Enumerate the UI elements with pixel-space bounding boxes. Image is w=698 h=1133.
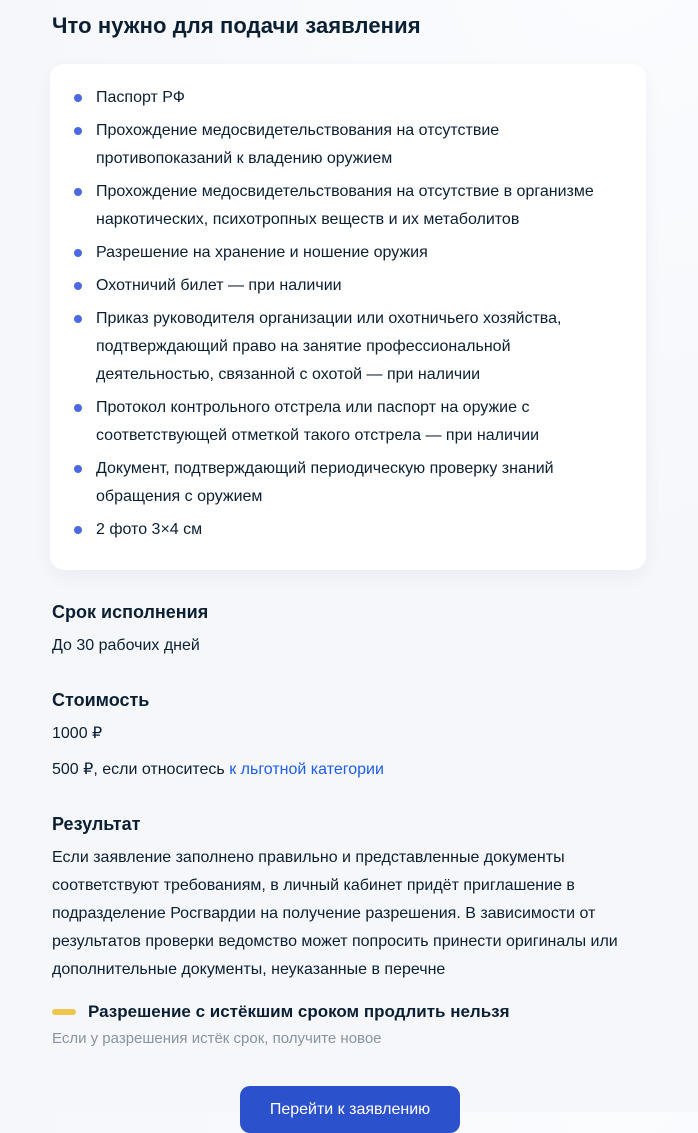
requirement-item: [72, 394, 606, 450]
go-to-application-button[interactable]: Перейти к заявлению: [240, 1086, 460, 1133]
requirement-item-text: Охотничий билет — при наличии: [96, 277, 342, 294]
requirement-item: [72, 239, 606, 267]
requirement-item-text: Протокол контрольного отстрела или паспорт на оружие с соответствующей отметкой такого отстрела — при наличии: [96, 399, 540, 444]
note-subtitle: Если у разрешения истёк срок, получите новое: [52, 1030, 382, 1047]
requirement-item-text: Прохождение медосвидетельствования на отсутствие противопоказаний к владению оружием: [96, 122, 500, 167]
cost-discount-prefix: 500 ₽, если относитесь: [52, 761, 230, 778]
preferential-category-link[interactable]: к льготной категории: [229, 761, 384, 778]
requirement-item-text: Разрешение на хранение и ношение оружия: [96, 244, 428, 261]
bullet-icon: [74, 127, 82, 135]
requirement-item: [72, 272, 606, 300]
result-text: Если заявление заполнено правильно и представленные документы соответствуют требованиям, в личный кабинет придёт приглашение в подразделение Росгвардии на получение разрешения. В зависимости от результатов проверки ведомство может попросить принести оригиналы или дополнительные документы, неуказанные в перечне: [52, 849, 618, 978]
cta-row: [52, 1086, 648, 1133]
requirement-item-text: Приказ руководителя организации или охотничьего хозяйства, подтверждающий право на занятие профессиональной деятельностью, связанной с охотой — при наличии: [96, 310, 562, 383]
bullet-icon: [74, 315, 82, 323]
bullet-icon: [74, 188, 82, 196]
term-value: До 30 рабочих дней: [52, 637, 200, 654]
cost-section-heading: Стоимость: [52, 690, 150, 710]
result-section-heading: Результат: [52, 814, 141, 834]
requirement-item: [72, 117, 606, 173]
requirements-card: [50, 64, 646, 570]
bullet-icon: [74, 404, 82, 412]
requirement-item: [72, 178, 606, 234]
requirement-item-text: 2 фото 3×4 см: [96, 521, 203, 538]
requirement-item-text: Паспорт РФ: [96, 89, 185, 106]
bullet-icon: [74, 526, 82, 534]
expired-permit-note: [52, 1000, 648, 1050]
requirement-item: [72, 84, 606, 112]
note-title: Разрешение с истёкшим сроком продлить нельзя: [88, 1002, 510, 1021]
requirement-item: [72, 305, 606, 389]
requirements-list: [72, 84, 606, 544]
requirement-item: [72, 516, 606, 544]
requirement-item: [72, 455, 606, 511]
page-title: Что нужно для подачи заявления: [52, 13, 421, 38]
note-title-row: [52, 1000, 648, 1024]
bullet-icon: [74, 282, 82, 290]
term-section-heading: Срок исполнения: [52, 602, 209, 622]
highlight-dash-icon: [52, 1009, 76, 1015]
requirement-item-text: Прохождение медосвидетельствования на отсутствие в организме наркотических, психотропных веществ и их метаболитов: [96, 183, 594, 228]
cost-discount-line: [52, 756, 642, 784]
bullet-icon: [74, 94, 82, 102]
requirement-item-text: Документ, подтверждающий периодическую проверку знаний обращения с оружием: [96, 460, 554, 505]
bullet-icon: [74, 465, 82, 473]
bullet-icon: [74, 249, 82, 257]
cost-full-price: 1000 ₽: [52, 725, 103, 742]
